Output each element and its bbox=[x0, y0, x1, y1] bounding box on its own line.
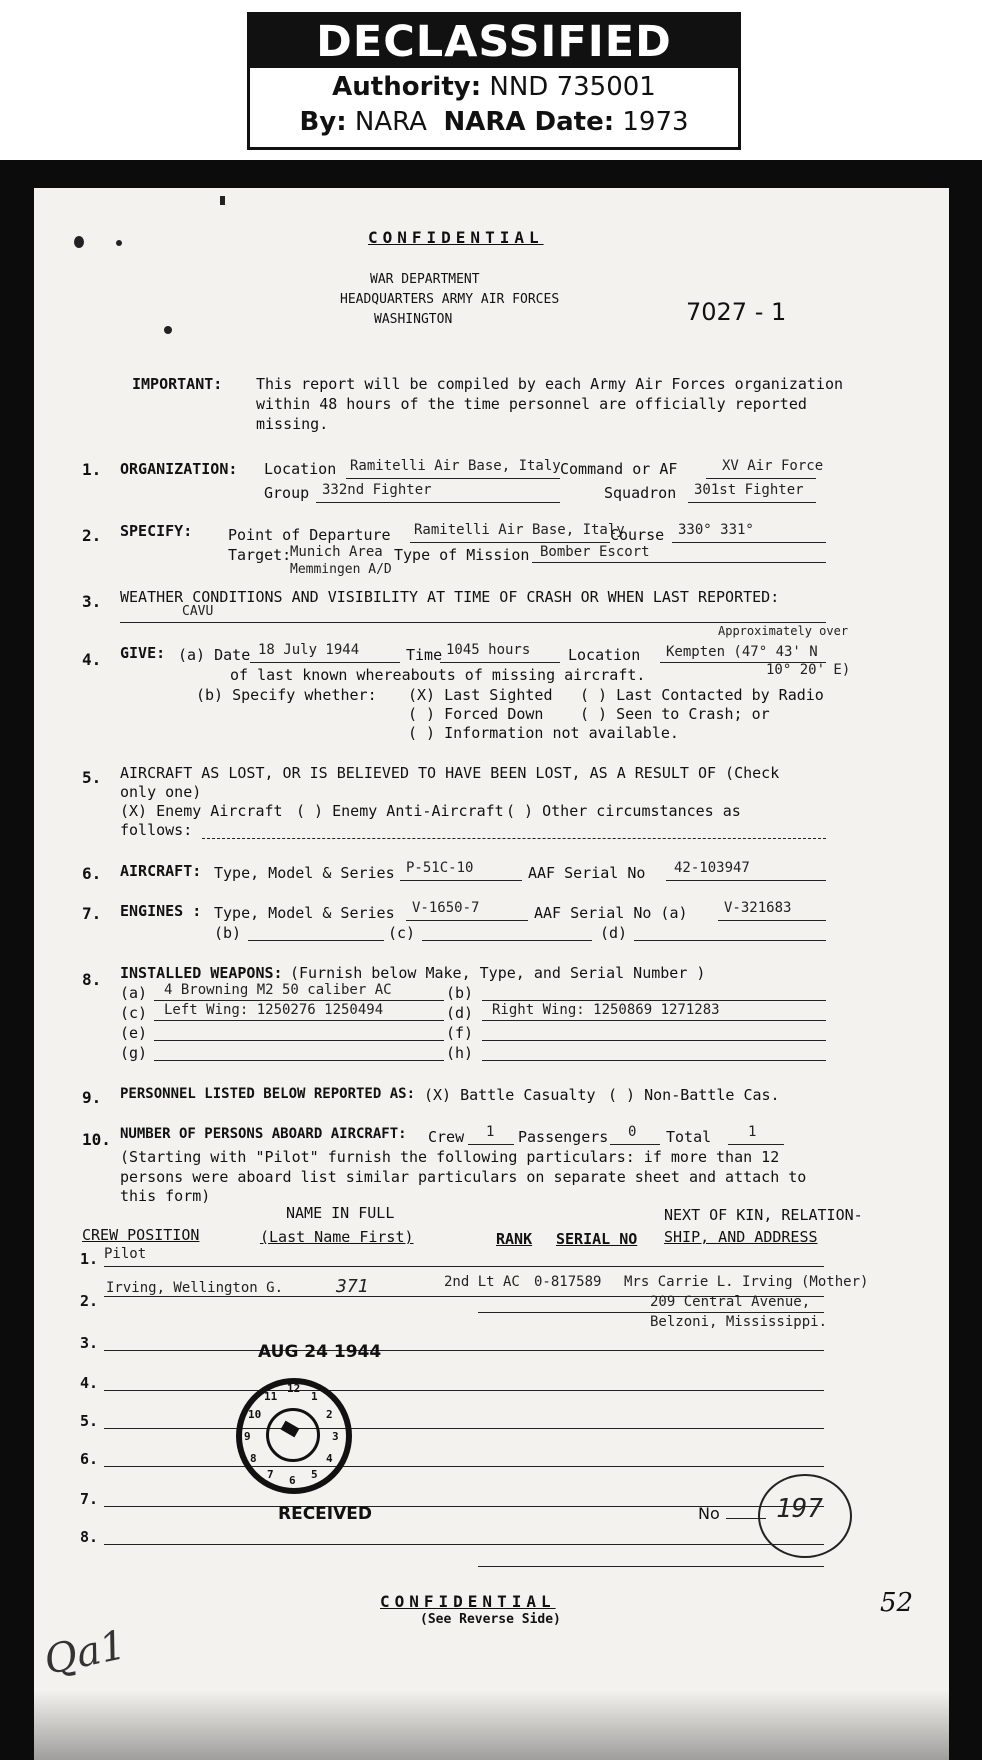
group-label: Group bbox=[264, 484, 310, 502]
by-value: NARA bbox=[354, 107, 427, 137]
ink-speck bbox=[164, 326, 172, 334]
fill-line bbox=[104, 1390, 824, 1391]
clock-number: 8 bbox=[250, 1452, 257, 1465]
crew-position-pilot: Pilot bbox=[104, 1246, 147, 1262]
fill-line bbox=[440, 662, 560, 663]
course-value: 330° 331° bbox=[678, 522, 754, 538]
authority-line bbox=[250, 72, 738, 102]
scan-shadow bbox=[34, 1690, 949, 1760]
fill-line bbox=[718, 920, 826, 921]
fill-line bbox=[688, 502, 816, 503]
lost-line1: AIRCRAFT AS LOST, OR IS BELIEVED TO HAVE BEEN LOST, AS A RESULT OF (Check bbox=[120, 764, 780, 782]
option-enemy-aa: ( ) Enemy Anti-Aircraft bbox=[296, 802, 504, 820]
fill-line bbox=[104, 1350, 824, 1351]
weapon-c-label: (c) bbox=[120, 1004, 148, 1022]
section-8-number: 8. bbox=[82, 970, 102, 989]
fill-line bbox=[666, 880, 826, 881]
ink-speck bbox=[220, 196, 225, 205]
give-label: GIVE: bbox=[120, 644, 166, 662]
fill-line bbox=[104, 1266, 824, 1267]
weapon-e-label: (e) bbox=[120, 1024, 148, 1042]
date-label: (a) Date bbox=[178, 646, 251, 664]
col-kin-top: NEXT OF KIN, RELATION- bbox=[664, 1206, 863, 1224]
fill-line bbox=[154, 1020, 444, 1021]
engine-d-label: (d) bbox=[600, 924, 628, 942]
clock-number: 9 bbox=[244, 1430, 251, 1443]
crew-row-7: 7. bbox=[80, 1490, 99, 1508]
col-kin-bottom: SHIP, AND ADDRESS bbox=[664, 1228, 818, 1246]
lost-line2: only one) bbox=[120, 783, 202, 801]
aircraft-type-label: Type, Model & Series bbox=[214, 864, 395, 882]
col-name-top: NAME IN FULL bbox=[286, 1204, 395, 1222]
time-label: Time bbox=[406, 646, 443, 664]
departure-value: Ramitelli Air Base, Italy bbox=[414, 522, 625, 538]
date-value: 18 July 1944 bbox=[258, 642, 360, 658]
section-5-number: 5. bbox=[82, 768, 102, 787]
by-line bbox=[250, 107, 738, 137]
fill-line bbox=[706, 478, 816, 479]
squadron-label: Squadron bbox=[604, 484, 677, 502]
crew-name: Irving, Wellington G. bbox=[106, 1280, 284, 1296]
col-position: CREW POSITION bbox=[82, 1226, 200, 1244]
command-label: Command or AF bbox=[560, 460, 678, 478]
aircraft-serial-label: AAF Serial No bbox=[528, 864, 646, 882]
weapon-d-label: (d) bbox=[446, 1004, 474, 1022]
kin-line2: 209 Central Avenue, bbox=[650, 1294, 811, 1310]
clock-number: 3 bbox=[332, 1430, 339, 1443]
clock-number: 5 bbox=[311, 1468, 318, 1481]
weapon-f-label: (f) bbox=[446, 1024, 474, 1042]
reverse-side-note: (See Reverse Side) bbox=[420, 1612, 561, 1627]
passengers-label: Passengers bbox=[518, 1128, 609, 1146]
specify-label: SPECIFY: bbox=[120, 522, 193, 540]
group-value: 332nd Fighter bbox=[322, 482, 432, 498]
kin-line1: Mrs Carrie L. Irving (Mother) bbox=[624, 1274, 869, 1290]
specify-whether-label: (b) Specify whether: bbox=[196, 686, 377, 704]
weapons-note: (Furnish below Make, Type, and Serial Number ) bbox=[290, 964, 706, 982]
fill-line bbox=[104, 1428, 824, 1429]
total-label: Total bbox=[666, 1128, 712, 1146]
col-serial: SERIAL NO bbox=[556, 1230, 638, 1248]
received-date-stamp: AUG 24 1944 bbox=[258, 1342, 382, 1362]
weapon-h-label: (h) bbox=[446, 1044, 474, 1062]
document-paper bbox=[34, 188, 949, 1760]
approx-value: Approximately over bbox=[718, 624, 849, 638]
time-value: 1045 hours bbox=[446, 642, 531, 658]
fill-line bbox=[248, 940, 384, 941]
persons-label: NUMBER OF PERSONS ABOARD AIRCRAFT: bbox=[120, 1126, 407, 1142]
col-rank: RANK bbox=[496, 1230, 533, 1248]
weapon-a-label: (a) bbox=[120, 984, 148, 1002]
whereabouts-text: of last known whereabouts of missing aircraft. bbox=[230, 666, 646, 684]
persons-line2: (Starting with "Pilot" furnish the following particulars: if more than 12 bbox=[120, 1148, 780, 1166]
aircraft-label: AIRCRAFT: bbox=[120, 862, 202, 880]
clock-number: 11 bbox=[264, 1390, 278, 1403]
engine-serial-value: V-321683 bbox=[724, 900, 792, 916]
clock-number: 6 bbox=[289, 1474, 296, 1487]
weapon-c-value: Left Wing: 1250276 1250494 bbox=[164, 1002, 384, 1018]
option-other: ( ) Other circumstances as bbox=[506, 802, 741, 820]
page-number: 52 bbox=[880, 1588, 914, 1618]
engine-c-label: (c) bbox=[388, 924, 416, 942]
clock-number: 10 bbox=[248, 1408, 262, 1421]
crew-row-1: 1. bbox=[80, 1250, 99, 1268]
fill-line bbox=[104, 1544, 824, 1545]
fill-line bbox=[468, 1144, 514, 1145]
declassified-stamp bbox=[247, 12, 741, 150]
ink-speck bbox=[74, 236, 84, 248]
important-line1: This report will be compiled by each Army Air Forces organization bbox=[256, 375, 843, 393]
classification-top: CONFIDENTIAL bbox=[368, 228, 544, 247]
fill-line bbox=[478, 1566, 824, 1567]
fill-line bbox=[120, 622, 826, 623]
crew-rank: 2nd Lt AC bbox=[444, 1274, 520, 1290]
fill-line bbox=[400, 880, 522, 881]
fill-line bbox=[410, 542, 610, 543]
option-non-battle: ( ) Non-Battle Cas. bbox=[608, 1086, 780, 1104]
weather-label: WEATHER CONDITIONS AND VISIBILITY AT TIME OF CRASH OR WHEN LAST REPORTED: bbox=[120, 588, 780, 606]
crew-row-3: 3. bbox=[80, 1334, 99, 1352]
col-name-bottom: (Last Name First) bbox=[260, 1228, 414, 1246]
clock-number: 2 bbox=[326, 1408, 333, 1421]
crew-row-4: 4. bbox=[80, 1374, 99, 1392]
fill-line bbox=[154, 1060, 444, 1061]
fill-line bbox=[482, 1040, 826, 1041]
section-7-number: 7. bbox=[82, 904, 102, 923]
engines-label: ENGINES : bbox=[120, 902, 202, 920]
crew-name-note: 371 bbox=[336, 1276, 369, 1297]
fill-line bbox=[482, 1000, 826, 1001]
location-label: Location bbox=[264, 460, 337, 478]
fill-line bbox=[406, 920, 528, 921]
target-label: Target: bbox=[228, 546, 292, 564]
weather-value: CAVU bbox=[182, 604, 214, 619]
persons-line4: this form) bbox=[120, 1187, 211, 1205]
section-4-number: 4. bbox=[82, 650, 102, 669]
target-value: Munich Area bbox=[290, 544, 383, 560]
total-value: 1 bbox=[748, 1124, 757, 1140]
nara-date-value: 1973 bbox=[622, 107, 689, 137]
fill-line bbox=[316, 502, 560, 503]
section-10-number: 10. bbox=[82, 1130, 111, 1149]
fill-line bbox=[422, 940, 592, 941]
fill-line bbox=[154, 1000, 444, 1001]
dept-line2: HEADQUARTERS ARMY AIR FORCES bbox=[340, 292, 560, 307]
engine-b-label: (b) bbox=[214, 924, 242, 942]
location-label-4: Location bbox=[568, 646, 641, 664]
passengers-value: 0 bbox=[628, 1124, 637, 1140]
mission-value: Bomber Escort bbox=[540, 544, 650, 560]
target-value-2: Memmingen A/D bbox=[290, 562, 392, 577]
authority-label: Authority: bbox=[332, 72, 482, 102]
fill-line bbox=[532, 562, 826, 563]
personnel-label: PERSONNEL LISTED BELOW REPORTED AS: bbox=[120, 1086, 416, 1102]
weapon-d-value: Right Wing: 1250869 1271283 bbox=[492, 1002, 720, 1018]
option-last-contacted: ( ) Last Contacted by Radio bbox=[580, 686, 824, 704]
option-last-sighted: (X) Last Sighted bbox=[408, 686, 553, 704]
dept-line1: WAR DEPARTMENT bbox=[370, 272, 480, 287]
important-line3: missing. bbox=[256, 415, 329, 433]
option-enemy-aircraft: (X) Enemy Aircraft bbox=[120, 802, 283, 820]
clock-number: 1 bbox=[311, 1390, 318, 1403]
fill-line bbox=[610, 1144, 660, 1145]
organization-label: ORGANIZATION: bbox=[120, 460, 238, 478]
fill-line bbox=[104, 1466, 824, 1467]
crew-row-8: 8. bbox=[80, 1528, 99, 1546]
classification-bottom: CONFIDENTIAL bbox=[380, 1592, 556, 1611]
crew-label: Crew bbox=[428, 1128, 465, 1146]
clock-number: 4 bbox=[326, 1452, 333, 1465]
dept-line3: WASHINGTON bbox=[374, 312, 453, 327]
departure-label: Point of Departure bbox=[228, 526, 391, 544]
fill-line bbox=[478, 1312, 824, 1313]
weapon-a-value: 4 Browning M2 50 caliber AC bbox=[164, 982, 392, 998]
location-value: Ramitelli Air Base, Italy bbox=[350, 458, 561, 474]
section-9-number: 9. bbox=[82, 1088, 102, 1107]
fill-line bbox=[482, 1020, 826, 1021]
course-label: Course bbox=[610, 526, 665, 544]
fill-line bbox=[250, 662, 400, 663]
command-value: XV Air Force bbox=[722, 458, 824, 474]
fill-line bbox=[154, 1040, 444, 1041]
option-forced-down: ( ) Forced Down bbox=[408, 705, 544, 723]
weapon-b-label: (b) bbox=[446, 984, 474, 1002]
fill-line bbox=[672, 542, 826, 543]
crew-row-2: 2. bbox=[80, 1292, 99, 1310]
engine-type-label: Type, Model & Series bbox=[214, 904, 395, 922]
section-6-number: 6. bbox=[82, 864, 102, 883]
squadron-value: 301st Fighter bbox=[694, 482, 804, 498]
fill-line bbox=[346, 478, 560, 479]
lost-follows: follows: bbox=[120, 821, 193, 839]
fill-line bbox=[482, 1060, 826, 1061]
mission-label: Type of Mission bbox=[394, 546, 530, 564]
weapons-label: INSTALLED WEAPONS: bbox=[120, 964, 283, 982]
fill-line bbox=[202, 838, 826, 839]
by-label: By: bbox=[299, 107, 347, 137]
location-value-4: Kempten (47° 43' N bbox=[666, 644, 818, 660]
aircraft-serial-value: 42-103947 bbox=[674, 860, 750, 876]
fill-line bbox=[634, 940, 826, 941]
engine-type-value: V-1650-7 bbox=[412, 900, 480, 916]
nara-date-label: NARA Date: bbox=[443, 107, 615, 137]
clock-number: 7 bbox=[267, 1468, 274, 1481]
report-number: 7027 - 1 bbox=[686, 298, 787, 326]
kin-line3: Belzoni, Mississippi. bbox=[650, 1314, 828, 1330]
number-stamp-label: No bbox=[698, 1504, 720, 1523]
important-line2: within 48 hours of the time personnel are officially reported bbox=[256, 395, 807, 413]
persons-line3: persons were aboard list similar particulars on separate sheet and attach to bbox=[120, 1168, 807, 1186]
ink-speck bbox=[116, 240, 122, 246]
option-battle-casualty: (X) Battle Casualty bbox=[424, 1086, 596, 1104]
section-1-number: 1. bbox=[82, 460, 102, 479]
received-clock-stamp bbox=[236, 1378, 352, 1494]
section-3-number: 3. bbox=[82, 592, 102, 611]
authority-value: NND 735001 bbox=[489, 72, 656, 102]
margin-scribble: Qa1 bbox=[40, 1621, 130, 1685]
aircraft-type-value: P-51C-10 bbox=[406, 860, 474, 876]
number-stamp-value: 197 bbox=[776, 1494, 823, 1524]
clock-number: 12 bbox=[287, 1382, 301, 1395]
important-label: IMPORTANT: bbox=[132, 375, 223, 393]
crew-value: 1 bbox=[486, 1124, 495, 1140]
crew-serial: 0-817589 bbox=[534, 1274, 602, 1290]
crew-row-5: 5. bbox=[80, 1412, 99, 1430]
fill-line bbox=[728, 1144, 784, 1145]
option-seen-crash: ( ) Seen to Crash; or bbox=[580, 705, 770, 723]
declassified-title: DECLASSIFIED bbox=[250, 15, 738, 68]
section-2-number: 2. bbox=[82, 526, 102, 545]
engine-serial-label: AAF Serial No (a) bbox=[534, 904, 688, 922]
received-label: RECEIVED bbox=[278, 1504, 372, 1524]
coord2-value: 10° 20' E) bbox=[766, 662, 851, 678]
crew-row-6: 6. bbox=[80, 1450, 99, 1468]
option-info-not-available: ( ) Information not available. bbox=[408, 724, 679, 742]
weapon-g-label: (g) bbox=[120, 1044, 148, 1062]
